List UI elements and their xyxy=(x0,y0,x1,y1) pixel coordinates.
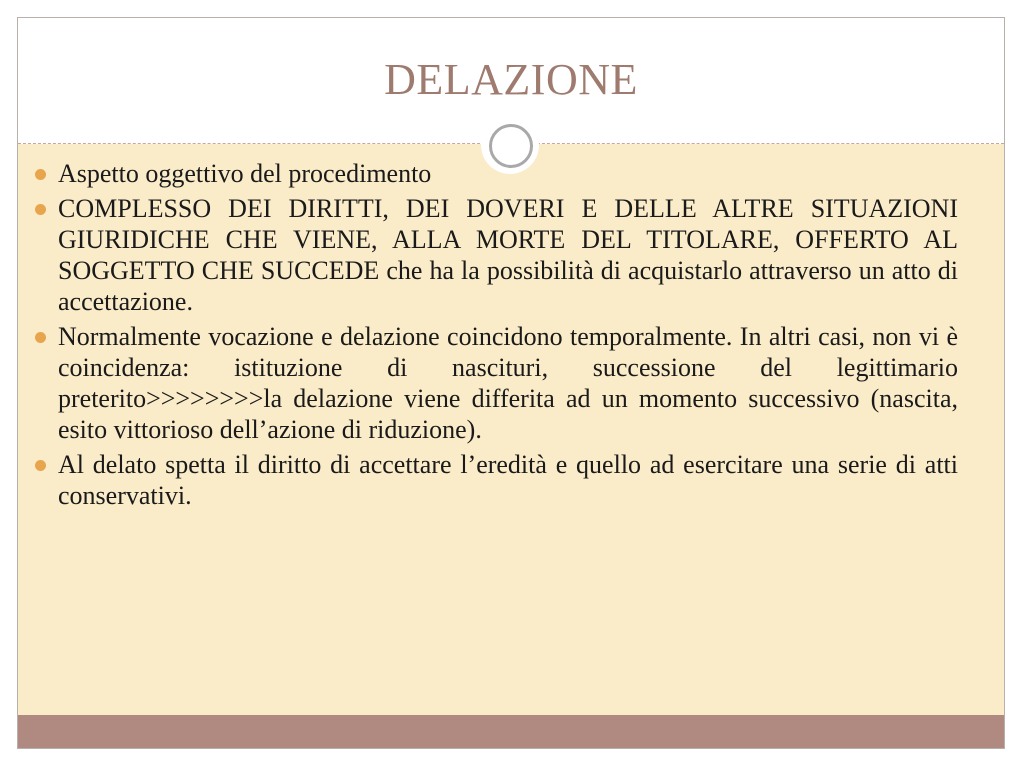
bullet-item xyxy=(58,449,958,511)
bullet-item xyxy=(58,193,958,317)
bullet-item xyxy=(58,158,958,189)
bullet-dot-icon xyxy=(35,169,46,180)
bullet-dot-icon xyxy=(35,332,46,343)
bullet-dot-icon xyxy=(35,204,46,215)
bullet-dot-icon xyxy=(35,460,46,471)
bullet-text: COMPLESSO DEI DIRITTI, DEI DOVERI E DELLE ALTRE SITUAZIONI GIURIDICHE CHE VIENE, ALLA MORTE DEL TITOLARE, OFFERTO AL SOGGETTO CHE SUCCEDE che ha la possibilità di acquistarlo attraverso un atto di accettazione. xyxy=(58,194,958,316)
bullet-text: Normalmente vocazione e delazione coincidono temporalmente. In altri casi, non vi è coincidenza: istituzione di nascituri, successione del legittimario preterito>>>>>>>>la delazione viene differita ad un momento successivo (nascita, esito vittorioso dell’azione di riduzione). xyxy=(58,322,958,444)
bullet-text: Aspetto oggettivo del procedimento xyxy=(58,159,432,188)
slide-title: DELAZIONE xyxy=(384,55,638,104)
bullet-text: Al delato spetta il diritto di accettare l’eredità e quello ad esercitare una serie di atti conservativi. xyxy=(58,450,958,510)
footer-bar xyxy=(18,715,1004,749)
bullet-list xyxy=(58,158,958,515)
bullet-item xyxy=(58,321,958,445)
